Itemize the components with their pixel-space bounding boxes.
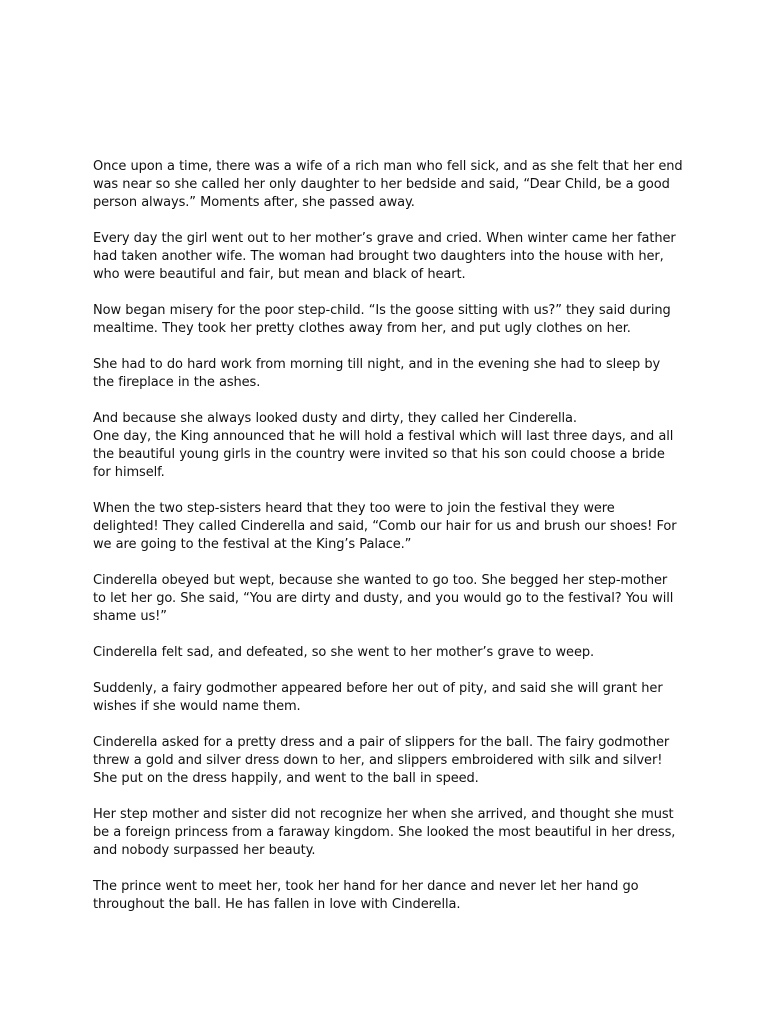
paragraph-13: The prince went to meet her, took her hand for her dance and never let her hand go throughout the ball. He has fallen in love with Cinderella. (93, 879, 639, 912)
paragraph-2: Every day the girl went out to her mother’s grave and cried. When winter came her father had taken another wife. The woman had brought two daughters into the house with her, who were beautiful and fair, but mean and black of heart. (93, 231, 676, 282)
paragraph-8: Cinderella obeyed but wept, because she wanted to go too. She begged her step-mother to let her go. She said, “You are dirty and dusty, and you would go to the festival? You will shame us!” (93, 573, 674, 624)
paragraph-3: Now began misery for the poor step-child. “Is the goose sitting with us?” they said during mealtime. They took her pretty clothes away from her, and put ugly clothes on her. (93, 303, 671, 336)
paragraph-12: Her step mother and sister did not recognize her when she arrived, and thought she must be a foreign princess from a faraway kingdom. She looked the most beautiful in her dress, and nobody surpassed her beauty. (93, 807, 676, 858)
paragraph-5: And because she always looked dusty and dirty, they called her Cinderella. (93, 411, 577, 426)
paragraph-10: Suddenly, a fairy godmother appeared before her out of pity, and said she will grant her wishes if she would name them. (93, 681, 663, 714)
paragraph-1: Once upon a time, there was a wife of a rich man who fell sick, and as she felt that her end was near so she called her only daughter to her bedside and said, “Dear Child, be a good person always.” Moments after, she passed away. (93, 159, 683, 210)
paragraph-7: When the two step-sisters heard that they too were to join the festival they were delighted! They called Cinderella and said, “Comb our hair for us and brush our shoes! For we are going to the festival at the King’s Palace.” (93, 501, 677, 552)
paragraph-9: Cinderella felt sad, and defeated, so she went to her mother’s grave to weep. (93, 645, 595, 660)
paragraph-4: She had to do hard work from morning till night, and in the evening she had to sleep by the fireplace in the ashes. (93, 357, 661, 390)
document-body (93, 158, 683, 932)
paragraph-6: One day, the King announced that he will hold a festival which will last three days, and all the beautiful young girls in the country were invited so that his son could choose a bride for himself. (93, 429, 674, 480)
paragraph-11: Cinderella asked for a pretty dress and a pair of slippers for the ball. The fairy godmother threw a gold and silver dress down to her, and slippers embroidered with silk and silver! She put on the dress happily, and went to the ball in speed. (93, 735, 670, 786)
